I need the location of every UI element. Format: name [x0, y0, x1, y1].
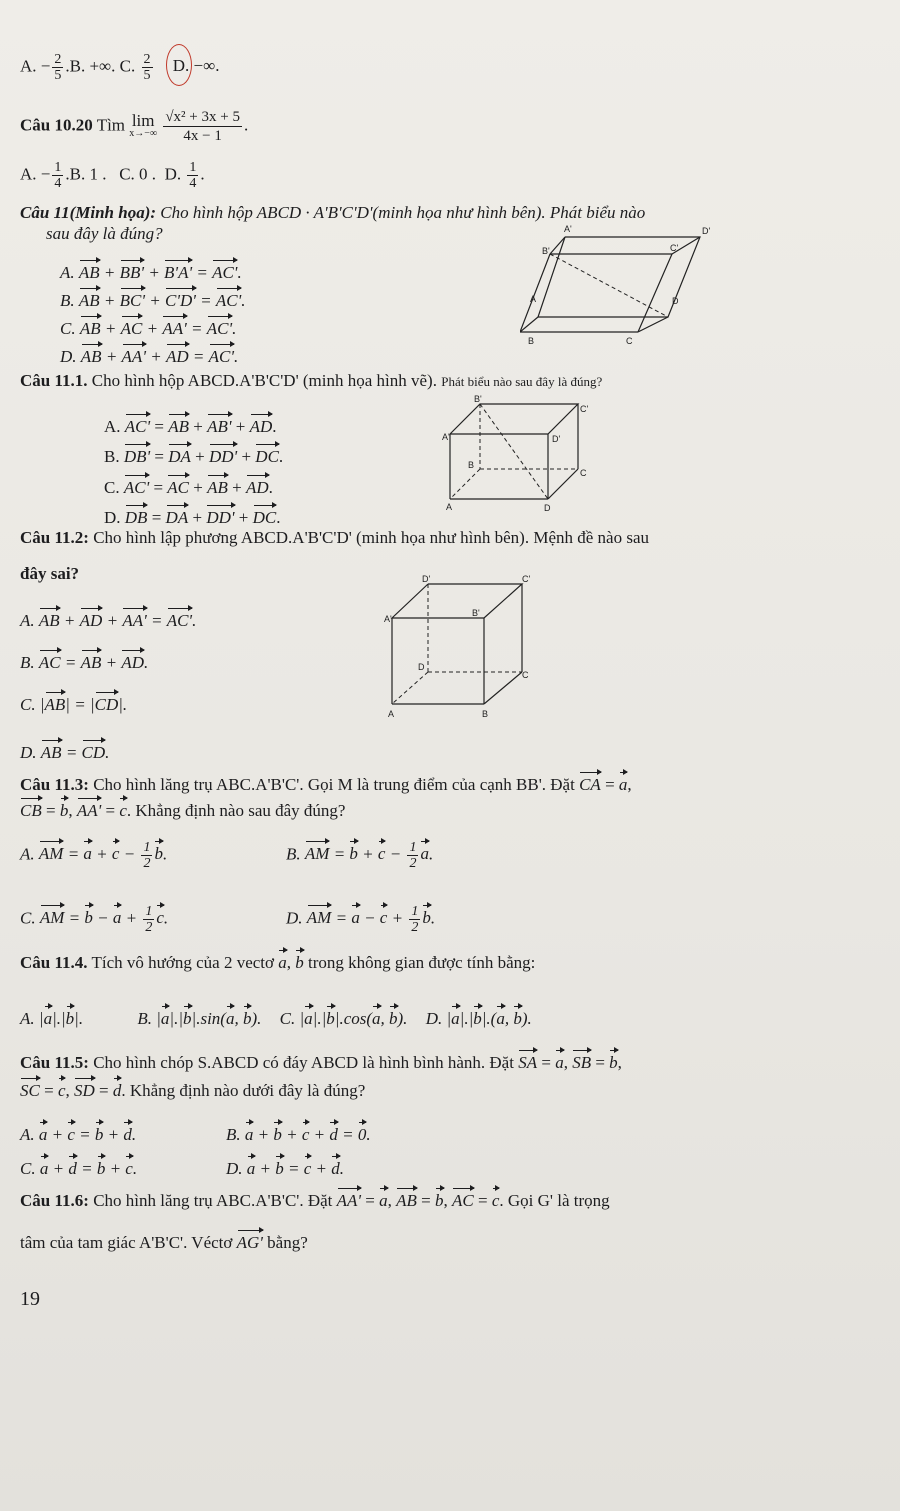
page-number: 19 — [20, 1288, 40, 1310]
q11-1-option-c: C. AC' = AC + AB + AD. — [104, 478, 273, 497]
q11-2-option-a: A. AB + AD + AA' = AC'. — [20, 611, 197, 630]
fig3-label-a: A — [388, 709, 395, 719]
fig2-label-a-prime: A' — [442, 432, 450, 442]
q11-2-option-b: B. AC = AB + AD. — [20, 653, 149, 672]
fig2-label-d-prime: D' — [552, 434, 561, 444]
q11-option-c: C. AB + AC + AA' = AC'. — [60, 319, 237, 338]
handwritten-circle-mark — [166, 44, 192, 86]
top-answer-row: A. − $\frac{2}{5}$ .B. +∞. C. $\frac{2}{5}$ D. −∞. — [20, 52, 220, 83]
q11-5-option-b: B. a + b + c + d = 0. — [226, 1125, 371, 1144]
question-11-3-line2: CB = b, AA' = c. Khẳng định nào sau đây đúng? — [20, 801, 346, 820]
limit-operator: lim x→−∞ — [129, 110, 158, 139]
fig1-label-a-prime: A' — [564, 224, 572, 234]
q11-1-option-d: D. DB = DA + DD' + DC. — [104, 508, 281, 527]
q11-5-option-c: C. a + d = b + c. — [20, 1159, 138, 1178]
option-a-label: A. — [20, 56, 37, 76]
fig2-label-a: A — [446, 502, 453, 512]
fig3-label-d: D — [418, 662, 425, 672]
fig1-label-b-prime: B' — [542, 246, 550, 256]
figure-parallelepiped-1 — [520, 222, 710, 350]
q11-2-option-d: D. AB = CD. — [20, 743, 110, 762]
fig1-label-c: C — [626, 336, 633, 346]
q11-2-option-c: C. |AB| = |CD|. — [20, 695, 128, 714]
option-b-label: .B. +∞ — [65, 56, 112, 76]
q11-5-option-a: A. a + c = b + d. — [20, 1125, 137, 1144]
fig3-label-d-prime: D' — [422, 574, 431, 584]
fig2-label-b: B — [468, 460, 475, 470]
fig2-label-d: D — [544, 503, 551, 513]
q11-3-option-a: A. AM = a + c − $\frac{1}{2}$ b. — [20, 840, 168, 871]
q11-3-option-d: D. AM = a − c + $\frac{1}{2}$ b. — [286, 904, 436, 935]
question-10-20: Câu 10.20 Tìm lim x→−∞ $\frac{\text{√x² + 3x + 5}}{4x - 1}$ . — [20, 109, 249, 144]
fig3-label-b-prime: B' — [472, 608, 480, 618]
fig2-label-c-prime: C' — [580, 404, 589, 414]
q11-3-option-c: C. AM = b − a + $\frac{1}{2}$ c. — [20, 904, 169, 935]
fig1-label-a: A — [530, 294, 537, 304]
fig2-label-c: C — [580, 468, 587, 478]
question-11-5-line2: SC = c, SD = d. Khẳng định nào dưới đây là đúng? — [20, 1081, 366, 1100]
q11-option-d: D. AB + AA' + AD = AC'. — [60, 347, 239, 366]
fig2-label-b-prime: B' — [474, 394, 482, 404]
question-11-2: Câu 11.2: Cho hình lập phương ABCD.A'B'C'D' (minh họa như hình bên). Mệnh đề nào sau — [20, 528, 649, 547]
option-c-label: . C. — [111, 56, 136, 76]
fig3-label-a-prime: A' — [384, 614, 392, 624]
q11-3-option-b: B. AM = b + c − $\frac{1}{2}$ a. — [286, 840, 434, 871]
fig3-label-c-prime: C' — [522, 574, 530, 584]
question-11-6-line2: tâm của tam giác A'B'C'. Véctơ AG' bằng? — [20, 1233, 308, 1252]
question-10-20-options: A. − $\frac{1}{4}$ .B. 1 . C. 0 . D. $\frac{1}{4}$ . — [20, 160, 205, 191]
fig3-label-b: B — [482, 709, 489, 719]
fig3-label-c: C — [522, 670, 529, 680]
question-11-3: Câu 11.3: Cho hình lăng trụ ABC.A'B'C'. Gọi M là trung điểm của cạnh BB'. Đặt CA = a, — [20, 775, 632, 794]
fig1-label-b: B — [528, 336, 535, 346]
option-d-label: D. −∞. — [172, 56, 220, 76]
question-11-2-line2: đây sai? — [20, 564, 80, 583]
question-11-1: Câu 11.1. Cho hình hộp ABCD.A'B'C'D' (minh họa hình vẽ). Phát biểu nào sau đây là đúng? — [20, 371, 603, 390]
figure-box-2 — [440, 394, 590, 514]
limit-fraction: $\frac{\text{√x² + 3x + 5}}{4x - 1}$ — [165, 109, 240, 144]
fig1-label-d-prime: D' — [702, 226, 710, 236]
question-11-4: Câu 11.4. Tích vô hướng của 2 vectơ a, b trong không gian được tính bằng: — [20, 953, 536, 972]
figure-cube-3 — [384, 572, 530, 722]
q11-5-option-d: D. a + b = c + d. — [226, 1159, 345, 1178]
q11-4-options: A. |a|.|b|. B. |a|.|b|.sin(a, b). C. |a|.|b|.cos(a, b). D. |a|.|b|.(a, b). — [20, 1009, 532, 1028]
q11-option-a: A. AB + BB' + B'A' = AC'. — [60, 263, 242, 282]
q11-1-option-a: A. AC' = AB + AB' + AD. — [104, 417, 277, 436]
fig1-label-d: D — [672, 296, 679, 306]
q11-1-option-b: B. DB' = DA + DD' + DC. — [104, 447, 284, 466]
question-11: Câu 11(Minh họa): Cho hình hộp ABCD · A'B'C'D'(minh họa như hình bên). Phát biểu nào — [20, 203, 646, 222]
question-11-line2: sau đây là đúng? — [46, 224, 163, 243]
question-11-6: Câu 11.6: Cho hình lăng trụ ABC.A'B'C'. Đặt AA' = a, AB = b, AC = c. Gọi G' là trọng — [20, 1191, 610, 1210]
question-11-5: Câu 11.5: Cho hình chóp S.ABCD có đáy ABCD là hình bình hành. Đặt SA = a, SB = b, — [20, 1053, 622, 1072]
fig1-label-c-prime: C' — [670, 243, 679, 253]
option-c-fraction: $\frac{2}{5}$ — [143, 52, 151, 83]
q11-option-b: B. AB + BC' + C'D' = AC'. — [60, 291, 246, 310]
